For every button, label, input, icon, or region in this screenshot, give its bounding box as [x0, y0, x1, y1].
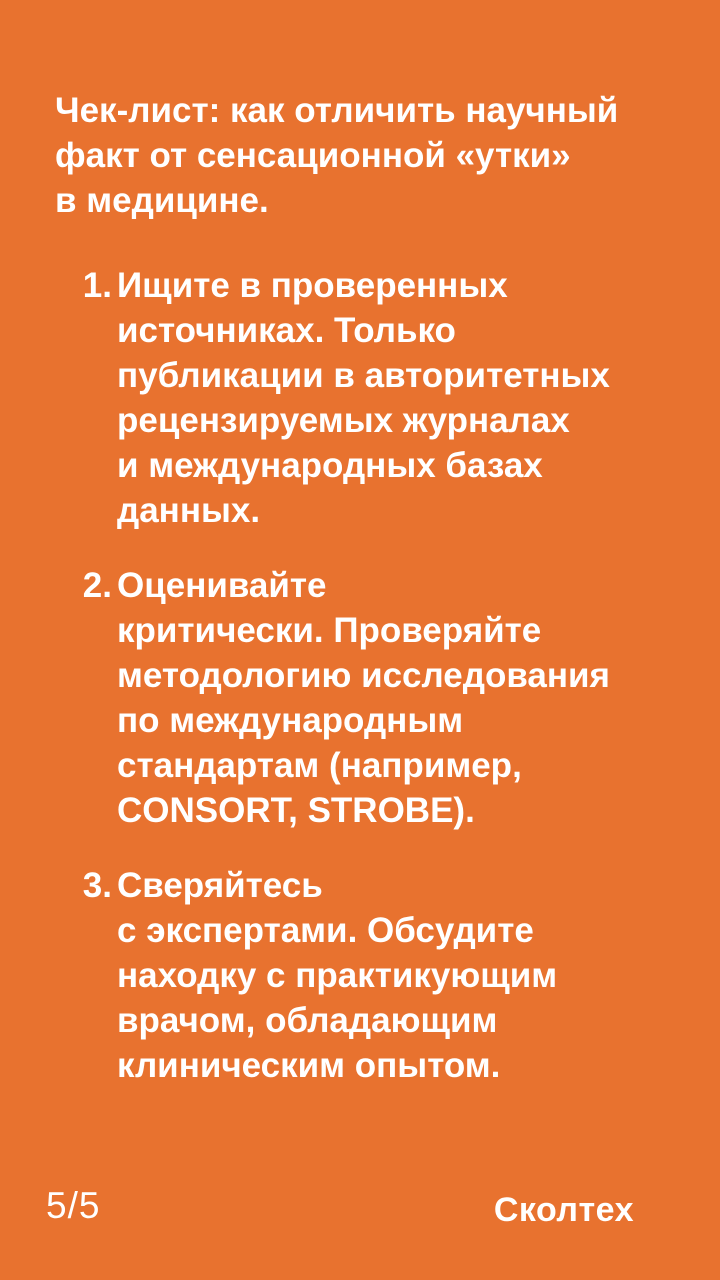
page-indicator: 5/5	[46, 1185, 101, 1226]
item-line: врачом, обладающим	[117, 1001, 498, 1040]
item-line: публикации в авторитетных	[117, 356, 610, 395]
brand-logo-text: Сколтех	[493, 1191, 634, 1229]
item-line: критически. Проверяйте	[117, 611, 542, 650]
item-line: методологию исследования	[117, 656, 610, 695]
item-number: 1.	[82, 266, 112, 305]
item-text	[117, 263, 610, 533]
item-line: данных.	[117, 491, 261, 530]
item-text	[117, 863, 557, 1088]
item-line: Сверяйтесь	[117, 866, 323, 905]
title-line: Чек-лист: как отличить научный	[55, 91, 619, 130]
item-text	[117, 563, 610, 833]
title-line: в медицине.	[55, 181, 269, 220]
item-number: 3.	[82, 866, 112, 905]
item-line: источниках. Только	[117, 311, 456, 350]
item-line: находку с практикующим	[117, 956, 558, 995]
item-line: Ищите в проверенных	[117, 266, 508, 305]
slide-title	[55, 88, 675, 223]
item-number: 2.	[82, 566, 112, 605]
item-line: клиническим опытом.	[117, 1046, 501, 1085]
item-line: и международных базах	[117, 446, 543, 485]
item-line: Оценивайте	[117, 566, 327, 605]
item-line: CONSORT, STROBE).	[117, 791, 475, 830]
item-line: стандартам (например,	[117, 746, 522, 785]
item-line: с экспертами. Обсудите	[117, 911, 534, 950]
item-line: рецензируемых журналах	[117, 401, 570, 440]
title-line: факт от сенсационной «утки»	[55, 136, 571, 175]
item-line: по международным	[117, 701, 464, 740]
